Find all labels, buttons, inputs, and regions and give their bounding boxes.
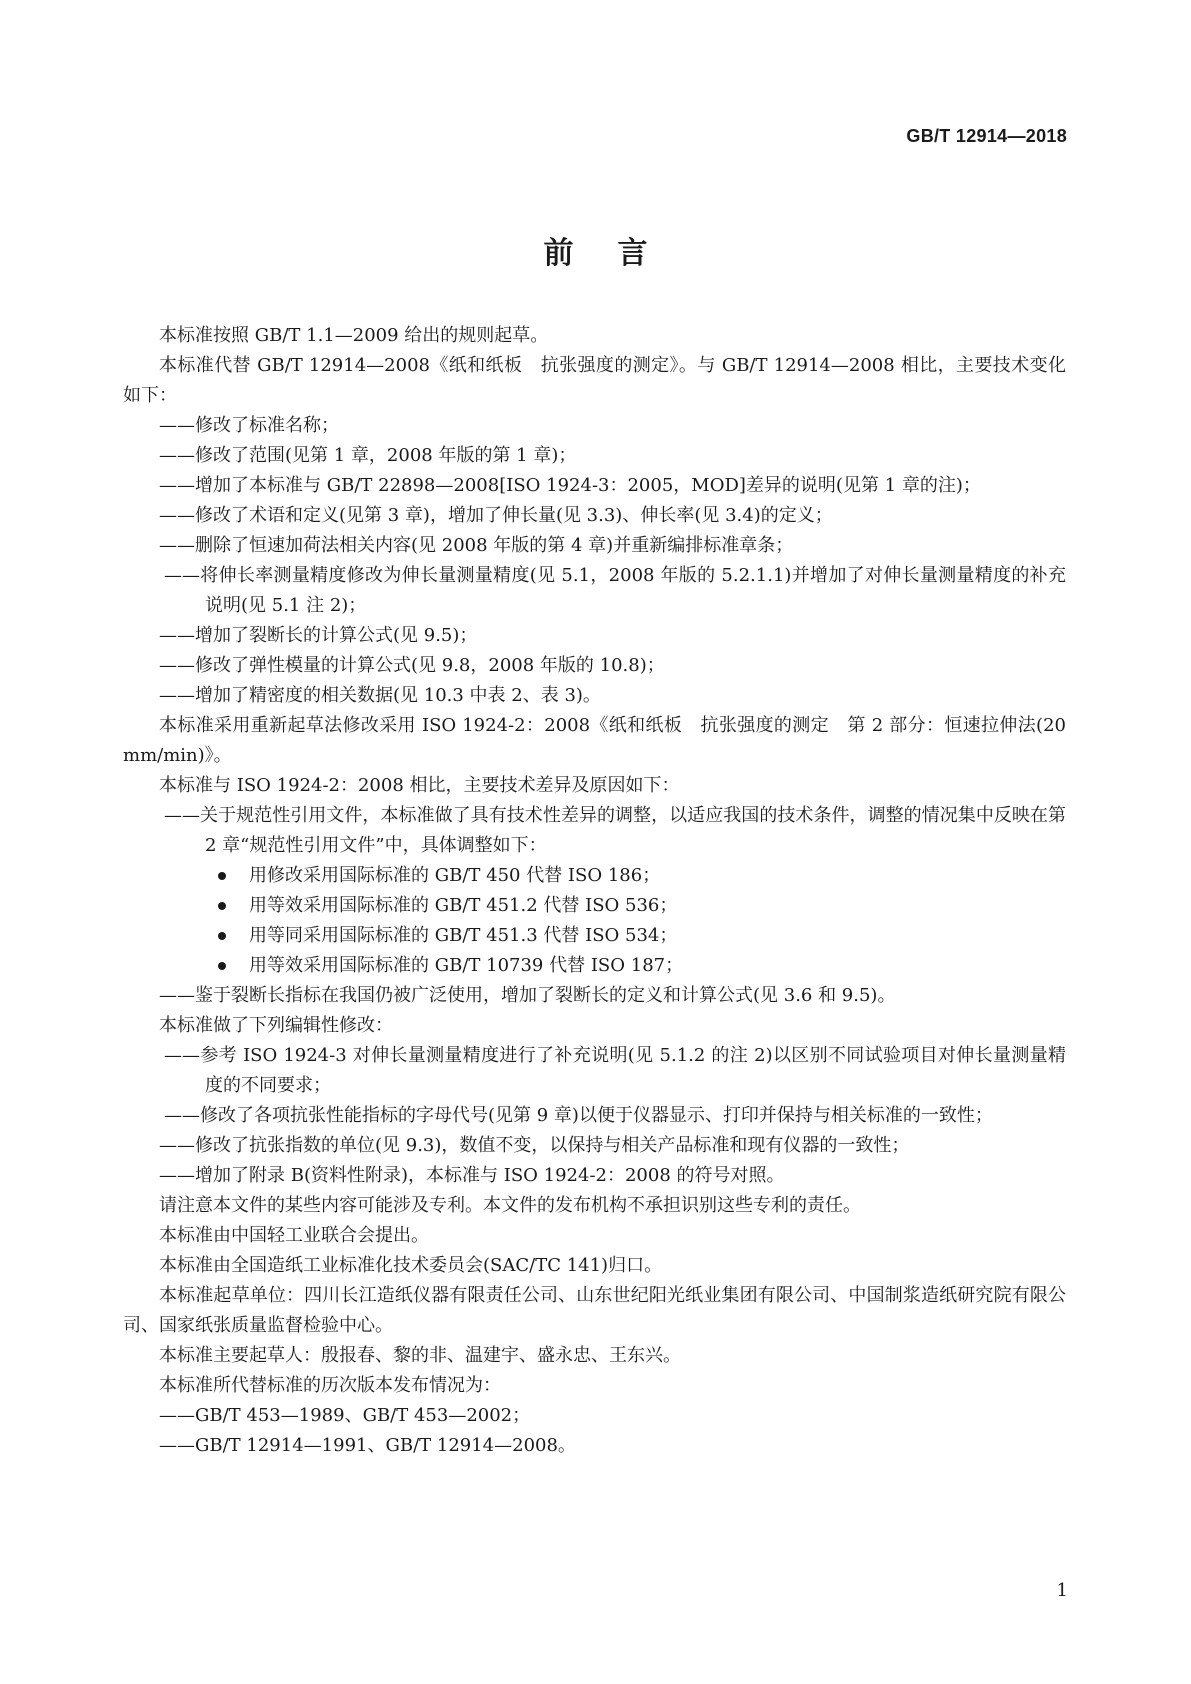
bullet-text: 用修改采用国际标准的 GB/T 450 代替 ISO 186； xyxy=(249,865,661,886)
bullet-text: 用等效采用国际标准的 GB/T 451.2 代替 ISO 536； xyxy=(249,895,678,916)
list-item: ——增加了精密度的相关数据(见 10.3 中表 2、表 3)。 xyxy=(159,685,601,706)
list-item: ——修改了各项抗张性能指标的字母代号(见第 9 章)以便于仪器显示、打印并保持与相关标准的一致性； xyxy=(164,1105,993,1126)
list-item: ——GB/T 12914—1991、GB/T 12914—2008。 xyxy=(159,1435,576,1456)
paragraph: 本标准主要起草人：殷报春、黎的非、温建宇、盛永忠、王东兴。 xyxy=(159,1345,681,1366)
bullet-item xyxy=(123,861,1066,891)
paragraph: 本标准做了下列编辑性修改： xyxy=(159,1015,393,1036)
list-item: ——鉴于裂断长指标在我国仍被广泛使用，增加了裂断长的定义和计算公式(见 3.6 和 9.5)。 xyxy=(159,985,896,1006)
bullet-icon xyxy=(218,962,226,970)
paragraph: 本标准与 ISO 1924-2：2008 相比，主要技术差异及原因如下： xyxy=(159,775,680,796)
paragraph: 请注意本文件的某些内容可能涉及专利。本文件的发布机构不承担识别这些专利的责任。 xyxy=(159,1195,861,1216)
bullet-icon xyxy=(218,872,226,880)
bullet-icon xyxy=(218,932,226,940)
bullet-icon xyxy=(218,902,226,910)
list-item: ——修改了术语和定义(见第 3 章)，增加了伸长量(见 3.3)、伸长率(见 3.4)的定义； xyxy=(159,505,833,526)
list-item: ——增加了附录 B(资料性附录)，本标准与 ISO 1924-2：2008 的符号对照。 xyxy=(159,1165,785,1186)
paragraph: 本标准所代替标准的历次版本发布情况为： xyxy=(159,1375,501,1396)
page-title: 前言 xyxy=(543,236,692,271)
list-item: ——参考 ISO 1924-3 对伸长量测量精度进行了补充说明(见 5.1.2 的注 2)以区别不同试验项目对伸长量测量精度的不同要求； xyxy=(164,1045,1066,1096)
paragraph: 本标准按照 GB/T 1.1—2009 给出的规则起草。 xyxy=(159,325,549,346)
bullet-text: 用等效采用国际标准的 GB/T 10739 代替 ISO 187； xyxy=(249,955,684,976)
bullet-item xyxy=(123,921,1066,951)
bullet-item xyxy=(123,891,1066,921)
list-item: ——关于规范性引用文件，本标准做了具有技术性差异的调整，以适应我国的技术条件，调整的情况集中反映在第 2 章“规范性引用文件”中，具体调整如下： xyxy=(164,805,1066,856)
list-item: ——修改了标准名称； xyxy=(159,415,339,436)
list-item: ——删除了恒速加荷法相关内容(见 2008 年版的第 4 章)并重新编排标准章条； xyxy=(159,535,794,556)
list-item: ——GB/T 453—1989、GB/T 453—2002； xyxy=(159,1405,531,1426)
bullet-item xyxy=(123,951,1066,981)
page-number: 1 xyxy=(1056,1580,1068,1601)
list-item: ——修改了抗张指数的单位(见 9.3)，数值不变，以保持与相关产品标准和现有仪器的一致性； xyxy=(159,1135,910,1156)
bullet-text: 用等同采用国际标准的 GB/T 451.3 代替 ISO 534； xyxy=(249,925,678,946)
standard-code: GB/T 12914—2018 xyxy=(906,126,1067,146)
paragraph: 本标准起草单位：四川长江造纸仪器有限责任公司、山东世纪阳光纸业集团有限公司、中国制浆造纸研究院有限公司、国家纸张质量监督检验中心。 xyxy=(123,1285,1066,1336)
foreword-body xyxy=(123,321,1066,1461)
paragraph: 本标准采用重新起草法修改采用 ISO 1924-2：2008《纸和纸板 抗张强度的测定 第 2 部分：恒速拉伸法(20 mm/min)》。 xyxy=(123,715,1066,766)
list-item: ——修改了弹性模量的计算公式(见 9.8，2008 年版的 10.8)； xyxy=(159,655,665,676)
list-item: ——修改了范围(见第 1 章，2008 年版的第 1 章)； xyxy=(159,445,577,466)
paragraph: 本标准由中国轻工业联合会提出。 xyxy=(159,1225,429,1246)
paragraph: 本标准代替 GB/T 12914—2008《纸和纸板 抗张强度的测定》。与 GB/T 12914—2008 相比，主要技术变化如下： xyxy=(123,355,1066,406)
list-item: ——将伸长率测量精度修改为伸长量测量精度(见 5.1，2008 年版的 5.2.1.1)并增加了对伸长量测量精度的补充说明(见 5.1 注 2)； xyxy=(164,565,1066,616)
list-item: ——增加了裂断长的计算公式(见 9.5)； xyxy=(159,625,478,646)
paragraph: 本标准由全国造纸工业标准化技术委员会(SAC/TC 141)归口。 xyxy=(159,1255,663,1276)
list-item: ——增加了本标准与 GB/T 22898—2008[ISO 1924-3：2005，MOD]差异的说明(见第 1 章的注)； xyxy=(159,475,981,496)
